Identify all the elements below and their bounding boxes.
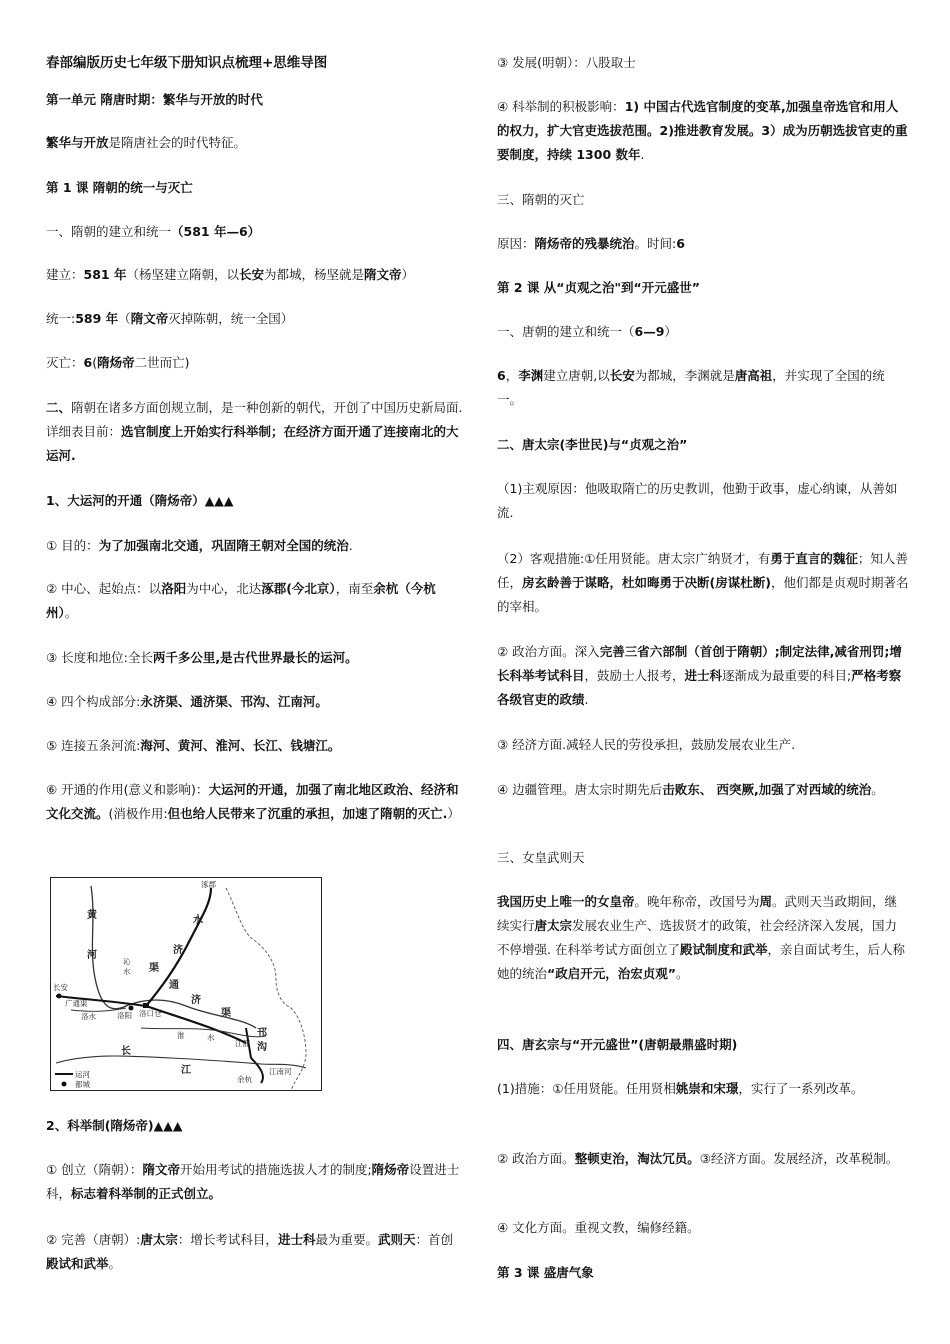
svg-text:涿郡: 涿郡 <box>201 880 216 889</box>
taizong-heading: 二、唐太宗(李世民)与“贞观之治” <box>497 437 688 452</box>
svg-text:洛口仓: 洛口仓 <box>139 1009 162 1018</box>
exam-ming: ③ 发展(明朝）：八股取士 <box>497 55 636 70</box>
taizong-frontier: ④ 边疆管理。唐太宗时期先后击败东、 西突厥,加强了对西域的统治。 <box>497 782 884 797</box>
svg-text:沁: 沁 <box>123 957 131 966</box>
canal-parts: ④ 四个构成部分:永济渠、通济渠、邗沟、江南河。 <box>46 694 328 709</box>
svg-text:淮: 淮 <box>177 1031 185 1040</box>
sui-establish: 建立：581 年（杨坚建立隋朝，以长安为都城，杨坚就是隋文帝） <box>46 267 415 282</box>
svg-text:江南河: 江南河 <box>269 1067 292 1076</box>
canal-heading: 1、大运河的开通（隋炀帝）▲▲▲ <box>46 493 234 508</box>
lesson-2-heading: 第 2 课 从“贞观之治"到“开元盛世” <box>497 280 700 295</box>
exam-heading: 2、科举制(隋炀帝)▲▲▲ <box>46 1118 183 1133</box>
exam-impact: ④ 科举制的积极影响：1) 中国古代选官制度的变革,加强皇帝选官和用人的权力，扩大官吏选拔范围。2)推进教育发展。3）成为历朝选拔官吏的重要制度，持续 1300 数年. <box>497 99 908 162</box>
grand-canal-map <box>50 877 322 1091</box>
canal-length: ③ 长度和地位:全长两千多公里,是古代世界最长的运河。 <box>46 650 358 665</box>
svg-text:余杭: 余杭 <box>237 1075 252 1084</box>
svg-text:济: 济 <box>191 995 201 1006</box>
sui-fall: 灭亡：6(隋炀帝二世而亡) <box>46 355 190 370</box>
xuanzong-politics: ② 政治方面。整顿吏治，淘汰冗员。③经济方面。发展经济，改革税制。 <box>497 1151 899 1166</box>
svg-text:通: 通 <box>169 980 179 991</box>
canal-rivers: ⑤ 连接五条河流:海河、黄河、淮河、长江、钱塘江。 <box>46 738 341 753</box>
sui-innovation: 二、隋朝在诸多方面创规立制，是一种创新的朝代，开创了中国历史新局面. 详细表目前：选官制度上开始实行科举制；在经济方面开通了连接南北的大运河. <box>46 400 463 463</box>
sui-fall-heading: 三、隋朝的灭亡 <box>497 192 585 207</box>
canal-impact: ⑥ 开通的作用(意义和影响)：大运河的开通，加强了南北地区政治、经济和文化交流。(消极作用:但也给人民带来了沉重的承担，加速了隋朝的灭亡.） <box>46 782 460 821</box>
svg-text:渠: 渠 <box>221 1008 231 1019</box>
era-feature: 繁华与开放是隋唐社会的时代特征。 <box>46 135 247 150</box>
svg-text:洛水: 洛水 <box>81 1012 96 1021</box>
svg-text:洛阳: 洛阳 <box>117 1011 132 1020</box>
xuanzong-heading: 四、唐玄宗与“开元盛世”(唐朝最鼎盛时期) <box>497 1037 738 1052</box>
svg-text:河: 河 <box>87 950 97 961</box>
svg-text:黄: 黄 <box>87 910 97 921</box>
canal-center: ② 中心、起始点：以洛阳为中心，北达涿郡(今北京），南至余杭（今杭州）。 <box>46 581 436 620</box>
taizong-subjective: （1)主观原因：他吸取隋亡的历史教训，他勤于政事，虚心纳谏，从善如流. <box>497 481 898 520</box>
svg-text:济: 济 <box>173 945 183 956</box>
svg-text:渠: 渠 <box>149 963 159 974</box>
wuzetian-text: 我国历史上唯一的女皇帝。晚年称帝，改国号为周。武则天当政期间，继续实行唐太宗发展农业生产、选拔贤才的政策，社会经济深入发展，国力不停增强. 在科举考试方面创立了殿试制度和武举，亲自面试考生，后人称她的统治“政启开元，治宏贞观”。 <box>497 894 905 981</box>
svg-text:长安: 长安 <box>53 983 68 992</box>
svg-text:江: 江 <box>181 1065 191 1076</box>
taizong-measures: （2）客观措施:①任用贤能。唐太宗广纳贤才，有勇于直言的魏征；知人善任，房玄龄善于谋略，杜如晦勇于决断(房谋杜断)，他们都是贞观时期著名的宰相。 <box>497 551 909 614</box>
svg-text:都城: 都城 <box>75 1080 90 1089</box>
exam-improve: ② 完善（唐朝）:唐太宗：增长考试科目，进士科最为重要。武则天：首创殿试和武举。 <box>46 1232 453 1271</box>
lesson-1-heading: 第 1 课 隋朝的统一与灭亡 <box>46 180 193 195</box>
svg-text:水: 水 <box>207 1033 215 1042</box>
lesson-3-heading: 第 3 课 盛唐气象 <box>497 1265 594 1280</box>
svg-text:江都: 江都 <box>235 1039 250 1048</box>
section-heading: 一、隋朝的建立和统一（581 年—6） <box>46 224 261 239</box>
svg-text:邗: 邗 <box>257 1028 267 1039</box>
xuanzong-measures: (1)措施：①任用贤能。任用贤相姚崇和宋璟，实行了一系列改革。 <box>497 1081 864 1096</box>
sui-fall-cause: 原因：隋炀帝的残暴统治。时间:6 <box>497 236 685 251</box>
svg-text:水: 水 <box>193 915 203 926</box>
canal-map-drawing <box>51 878 321 1090</box>
taizong-politics: ② 政治方面。深入完善三省六部制（首创于隋朝）;制定法律,减省刑罚;增长科举考试科目，鼓励士人报考，进士科逐渐成为最重要的科目;严格考察各级官吏的政绩. <box>497 644 902 707</box>
svg-text:沟: 沟 <box>257 1042 267 1053</box>
svg-text:长: 长 <box>121 1046 131 1057</box>
tang-founding-heading: 一、唐朝的建立和统一（6—9） <box>497 324 677 339</box>
wuzetian-heading: 三、女皇武则天 <box>497 850 585 865</box>
exam-origin: ① 创立（隋朝）：隋文帝开始用考试的措施选拔人才的制度;隋炀帝设置进士科，标志着科举制的正式创立。 <box>46 1162 460 1201</box>
unit-heading: 第一单元 隋唐时期：繁华与开放的时代 <box>46 92 263 107</box>
svg-text:水: 水 <box>123 967 131 976</box>
tang-founding: 6，李渊建立唐朝,以长安为都城，李渊就是唐高祖，并实现了全国的统一。 <box>497 368 885 407</box>
canal-purpose: ① 目的：为了加强南北交通，巩固隋王朝对全国的统治. <box>46 538 353 553</box>
svg-text:广通渠: 广通渠 <box>65 999 88 1008</box>
svg-text:运河: 运河 <box>75 1070 90 1079</box>
sui-unify: 统一:589 年（隋文帝灭掉陈朝，统一全国） <box>46 311 294 326</box>
taizong-economy: ③ 经济方面.减轻人民的劳役承担，鼓励发展农业生产. <box>497 737 796 752</box>
xuanzong-culture: ④ 文化方面。重视文教，编修经籍。 <box>497 1220 700 1235</box>
document-title: 春部编版历史七年级下册知识点梳理+思维导图 <box>46 55 328 71</box>
